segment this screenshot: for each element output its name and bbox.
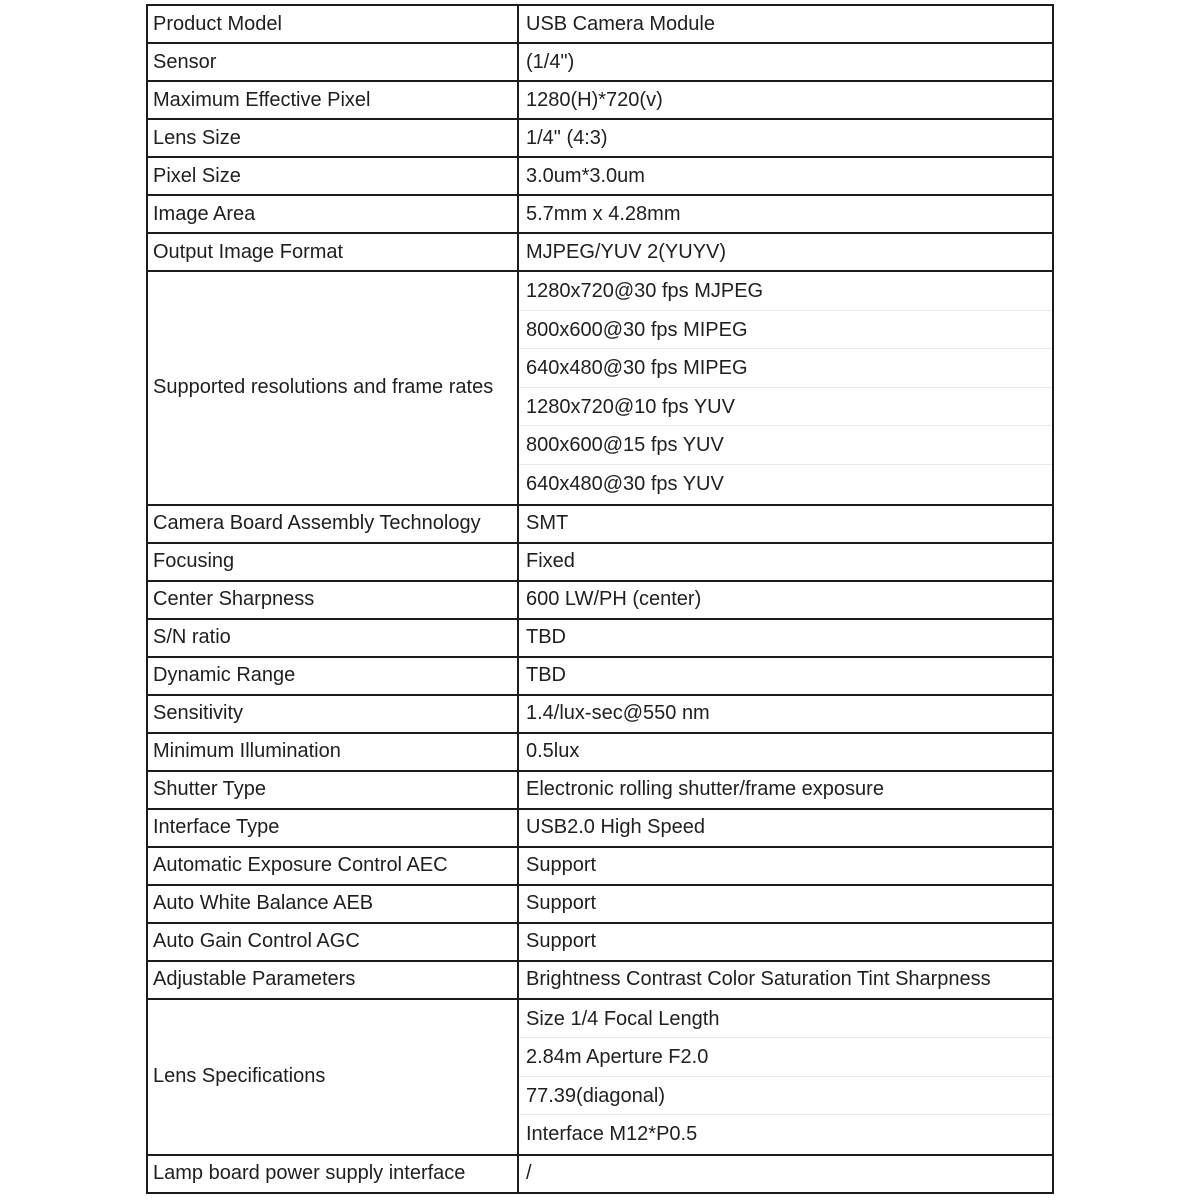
- lens-spec-line: 2.84m Aperture F2.0: [519, 1038, 1052, 1077]
- table-row: [147, 195, 1053, 233]
- table-row: [147, 695, 1053, 733]
- spec-label: Supported resolutions and frame rates: [147, 271, 518, 505]
- spec-value: Support: [518, 885, 1053, 923]
- spec-label: Automatic Exposure Control AEC: [147, 847, 518, 885]
- spec-value: Support: [518, 847, 1053, 885]
- lens-spec-line: 77.39(diagonal): [519, 1077, 1052, 1116]
- spec-label: Minimum Illumination: [147, 733, 518, 771]
- spec-value: 3.0um*3.0um: [518, 157, 1053, 195]
- table-row: [147, 81, 1053, 119]
- table-row: [147, 885, 1053, 923]
- table-row: [147, 119, 1053, 157]
- spec-label: Lamp board power supply interface: [147, 1155, 518, 1193]
- spec-label: Camera Board Assembly Technology: [147, 505, 518, 543]
- spec-label: Output Image Format: [147, 233, 518, 271]
- spec-value: Support: [518, 923, 1053, 961]
- spec-label: Sensor: [147, 43, 518, 81]
- spec-value: 0.5lux: [518, 733, 1053, 771]
- spec-label: S/N ratio: [147, 619, 518, 657]
- resolution-line: 1280x720@10 fps YUV: [519, 388, 1052, 427]
- resolution-line: 640x480@30 fps MIPEG: [519, 349, 1052, 388]
- spec-value: 1280(H)*720(v): [518, 81, 1053, 119]
- table-row: [147, 543, 1053, 581]
- spec-label: Image Area: [147, 195, 518, 233]
- table-row: [147, 233, 1053, 271]
- table-row: [147, 847, 1053, 885]
- table-row: [147, 1155, 1053, 1193]
- spec-label: Center Sharpness: [147, 581, 518, 619]
- spec-value: Electronic rolling shutter/frame exposure: [518, 771, 1053, 809]
- spec-label: Interface Type: [147, 809, 518, 847]
- spec-value: 5.7mm x 4.28mm: [518, 195, 1053, 233]
- resolution-line: 640x480@30 fps YUV: [526, 472, 724, 495]
- table-row: [147, 809, 1053, 847]
- spec-value: SMT: [518, 505, 1053, 543]
- table-row: [147, 771, 1053, 809]
- spec-label: Dynamic Range: [147, 657, 518, 695]
- resolution-line: 1280x720@30 fps MJPEG: [519, 272, 1052, 311]
- camera-spec-table: [146, 4, 1054, 1194]
- spec-label: Lens Specifications: [147, 999, 518, 1155]
- table-row: [147, 657, 1053, 695]
- spec-label: Auto Gain Control AGC: [147, 923, 518, 961]
- spec-value: MJPEG/YUV 2(YUYV): [518, 233, 1053, 271]
- spec-label: Sensitivity: [147, 695, 518, 733]
- spec-label: Maximum Effective Pixel: [147, 81, 518, 119]
- spec-value: Fixed: [518, 543, 1053, 581]
- table-row: [147, 733, 1053, 771]
- spec-value: Brightness Contrast Color Saturation Tint Sharpness: [518, 961, 1053, 999]
- spec-value-list: [518, 999, 1053, 1155]
- table-row-lens-specs: [147, 999, 1053, 1155]
- resolution-line: 800x600@30 fps MIPEG: [519, 311, 1052, 350]
- table-row: [147, 961, 1053, 999]
- spec-value: 1/4" (4:3): [518, 119, 1053, 157]
- spec-value: 1.4/lux-sec@550 nm: [518, 695, 1053, 733]
- spec-label: Lens Size: [147, 119, 518, 157]
- table-row-resolutions: [147, 271, 1053, 505]
- spec-label: Shutter Type: [147, 771, 518, 809]
- spec-label: Pixel Size: [147, 157, 518, 195]
- spec-label: Adjustable Parameters: [147, 961, 518, 999]
- table-row: [147, 505, 1053, 543]
- spec-label: Focusing: [147, 543, 518, 581]
- resolution-line: 800x600@15 fps YUV: [519, 426, 1052, 465]
- spec-label: Product Model: [147, 5, 518, 43]
- table-row: [147, 5, 1053, 43]
- table-row: [147, 619, 1053, 657]
- spec-value: /: [518, 1155, 1053, 1193]
- spec-value: TBD: [518, 619, 1053, 657]
- table-row: [147, 923, 1053, 961]
- spec-value: (1/4"): [518, 43, 1053, 81]
- table-row: [147, 43, 1053, 81]
- spec-value-list: [518, 271, 1053, 505]
- spec-label: Auto White Balance AEB: [147, 885, 518, 923]
- lens-spec-line: Size 1/4 Focal Length: [519, 1000, 1052, 1039]
- spec-value: USB2.0 High Speed: [518, 809, 1053, 847]
- table-row: [147, 157, 1053, 195]
- lens-spec-line: Interface M12*P0.5: [526, 1123, 698, 1146]
- spec-value: TBD: [518, 657, 1053, 695]
- spec-value: USB Camera Module: [518, 5, 1053, 43]
- table-row: [147, 581, 1053, 619]
- spec-value: 600 LW/PH (center): [518, 581, 1053, 619]
